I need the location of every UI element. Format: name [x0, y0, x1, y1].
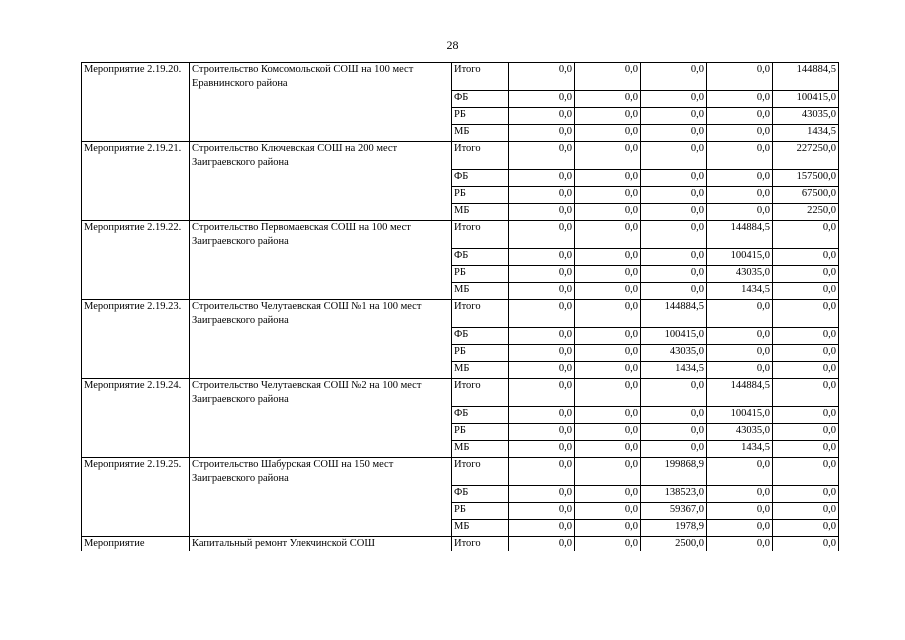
amount-cell: 0,0 [641, 249, 707, 266]
amount-cell: 0,0 [575, 362, 641, 379]
amount-cell: 0,0 [575, 249, 641, 266]
funding-source: МБ [452, 362, 509, 379]
amount-cell: 0,0 [773, 503, 839, 520]
amount-cell: 1434,5 [707, 441, 773, 458]
amount-cell: 100415,0 [641, 328, 707, 345]
measure-code: Мероприятие [82, 537, 190, 552]
amount-cell: 100415,0 [707, 249, 773, 266]
amount-cell: 0,0 [575, 221, 641, 249]
table-row-total [82, 537, 839, 552]
funding-source: РБ [452, 108, 509, 125]
measure-title: Строительство Комсомольской СОШ на 100 мест Еравнинского района [190, 63, 452, 142]
measure-code: Мероприятие 2.19.20. [82, 63, 190, 142]
amount-cell: 0,0 [707, 204, 773, 221]
funding-source: ФБ [452, 170, 509, 187]
amount-cell: 0,0 [509, 204, 575, 221]
funding-source: Итого [452, 221, 509, 249]
funding-source: МБ [452, 204, 509, 221]
table-row-total [82, 300, 839, 328]
amount-cell: 43035,0 [707, 424, 773, 441]
amount-cell: 0,0 [773, 520, 839, 537]
amount-cell: 0,0 [509, 249, 575, 266]
funding-source: ФБ [452, 91, 509, 108]
amount-cell: 0,0 [575, 520, 641, 537]
funding-source: Итого [452, 379, 509, 407]
funding-source: ФБ [452, 407, 509, 424]
amount-cell: 0,0 [641, 63, 707, 91]
amount-cell: 0,0 [707, 503, 773, 520]
funding-source: Итого [452, 63, 509, 91]
amount-cell: 0,0 [707, 63, 773, 91]
amount-cell: 1978,9 [641, 520, 707, 537]
amount-cell: 199868,9 [641, 458, 707, 486]
amount-cell: 0,0 [575, 187, 641, 204]
amount-cell: 138523,0 [641, 486, 707, 503]
amount-cell: 0,0 [575, 486, 641, 503]
amount-cell: 0,0 [707, 108, 773, 125]
funding-source: ФБ [452, 328, 509, 345]
amount-cell: 0,0 [773, 486, 839, 503]
amount-cell: 144884,5 [707, 379, 773, 407]
amount-cell: 0,0 [641, 221, 707, 249]
amount-cell: 0,0 [575, 266, 641, 283]
amount-cell: 2250,0 [773, 204, 839, 221]
amount-cell: 0,0 [575, 108, 641, 125]
amount-cell: 0,0 [641, 142, 707, 170]
measure-title: Строительство Шабурская СОШ на 150 мест Заиграевского района [190, 458, 452, 537]
amount-cell: 0,0 [773, 300, 839, 328]
amount-cell: 0,0 [509, 441, 575, 458]
funding-source: Итого [452, 458, 509, 486]
amount-cell: 0,0 [575, 300, 641, 328]
table-row-total [82, 221, 839, 249]
amount-cell: 0,0 [509, 187, 575, 204]
funding-source: РБ [452, 424, 509, 441]
amount-cell: 43035,0 [641, 345, 707, 362]
amount-cell: 0,0 [509, 328, 575, 345]
amount-cell: 43035,0 [707, 266, 773, 283]
funding-source: РБ [452, 187, 509, 204]
amount-cell: 0,0 [641, 204, 707, 221]
amount-cell: 0,0 [509, 486, 575, 503]
measure-title: Строительство Ключевская СОШ на 200 мест Заиграевского района [190, 142, 452, 221]
table-body [82, 63, 839, 552]
amount-cell: 0,0 [509, 458, 575, 486]
amount-cell: 0,0 [773, 379, 839, 407]
funding-source: РБ [452, 345, 509, 362]
amount-cell: 0,0 [509, 266, 575, 283]
amount-cell: 144884,5 [641, 300, 707, 328]
amount-cell: 0,0 [641, 424, 707, 441]
amount-cell: 0,0 [509, 424, 575, 441]
amount-cell: 0,0 [641, 379, 707, 407]
amount-cell: 0,0 [707, 125, 773, 142]
amount-cell: 0,0 [575, 91, 641, 108]
amount-cell: 0,0 [509, 170, 575, 187]
amount-cell: 0,0 [707, 91, 773, 108]
amount-cell: 0,0 [575, 125, 641, 142]
amount-cell: 0,0 [509, 379, 575, 407]
amount-cell: 0,0 [575, 379, 641, 407]
amount-cell: 0,0 [773, 458, 839, 486]
amount-cell: 0,0 [575, 328, 641, 345]
amount-cell: 0,0 [575, 424, 641, 441]
amount-cell: 0,0 [707, 170, 773, 187]
amount-cell: 0,0 [773, 328, 839, 345]
amount-cell: 0,0 [641, 125, 707, 142]
amount-cell: 0,0 [707, 187, 773, 204]
amount-cell: 1434,5 [707, 283, 773, 300]
amount-cell: 0,0 [641, 108, 707, 125]
amount-cell: 0,0 [707, 486, 773, 503]
table-row-total [82, 142, 839, 170]
amount-cell: 0,0 [575, 537, 641, 552]
amount-cell: 0,0 [641, 91, 707, 108]
amount-cell: 0,0 [773, 537, 839, 552]
amount-cell: 144884,5 [707, 221, 773, 249]
amount-cell: 227250,0 [773, 142, 839, 170]
funding-source: МБ [452, 520, 509, 537]
amount-cell: 0,0 [773, 362, 839, 379]
amount-cell: 100415,0 [773, 91, 839, 108]
funding-source: РБ [452, 503, 509, 520]
amount-cell: 0,0 [707, 362, 773, 379]
amount-cell: 43035,0 [773, 108, 839, 125]
amount-cell: 0,0 [575, 283, 641, 300]
amount-cell: 144884,5 [773, 63, 839, 91]
amount-cell: 0,0 [641, 441, 707, 458]
funding-source: РБ [452, 266, 509, 283]
table-row-total [82, 379, 839, 407]
amount-cell: 0,0 [509, 300, 575, 328]
amount-cell: 0,0 [575, 441, 641, 458]
table-row-total [82, 458, 839, 486]
funding-source: Итого [452, 537, 509, 552]
funding-source: МБ [452, 125, 509, 142]
amount-cell: 0,0 [707, 537, 773, 552]
amount-cell: 0,0 [773, 266, 839, 283]
funding-source: ФБ [452, 249, 509, 266]
amount-cell: 0,0 [707, 520, 773, 537]
amount-cell: 0,0 [509, 142, 575, 170]
page-number: 28 [446, 38, 459, 52]
amount-cell: 1434,5 [641, 362, 707, 379]
measure-code: Мероприятие 2.19.23. [82, 300, 190, 379]
amount-cell: 0,0 [509, 91, 575, 108]
amount-cell: 0,0 [641, 283, 707, 300]
amount-cell: 0,0 [509, 345, 575, 362]
amount-cell: 0,0 [509, 125, 575, 142]
amount-cell: 0,0 [707, 300, 773, 328]
amount-cell: 0,0 [773, 345, 839, 362]
amount-cell: 0,0 [509, 362, 575, 379]
amount-cell: 0,0 [707, 345, 773, 362]
amount-cell: 0,0 [509, 63, 575, 91]
amount-cell: 0,0 [707, 142, 773, 170]
measure-title: Строительство Челутаевская СОШ №1 на 100 мест Заиграевского района [190, 300, 452, 379]
amount-cell: 0,0 [773, 407, 839, 424]
amount-cell: 0,0 [509, 520, 575, 537]
amount-cell: 0,0 [575, 204, 641, 221]
amount-cell: 67500,0 [773, 187, 839, 204]
amount-cell: 0,0 [773, 424, 839, 441]
amount-cell: 0,0 [509, 407, 575, 424]
amount-cell: 0,0 [773, 221, 839, 249]
funding-source: МБ [452, 283, 509, 300]
amount-cell: 0,0 [773, 249, 839, 266]
funding-source: ФБ [452, 486, 509, 503]
amount-cell: 0,0 [773, 283, 839, 300]
amount-cell: 0,0 [707, 458, 773, 486]
measure-title: Капитальный ремонт Улекчинской СОШ [190, 537, 452, 552]
amount-cell: 0,0 [509, 503, 575, 520]
amount-cell: 0,0 [509, 221, 575, 249]
amount-cell: 0,0 [707, 328, 773, 345]
amount-cell: 1434,5 [773, 125, 839, 142]
measure-title: Строительство Первомаевская СОШ на 100 мест Заиграевского района [190, 221, 452, 300]
amount-cell: 157500,0 [773, 170, 839, 187]
measure-code: Мероприятие 2.19.22. [82, 221, 190, 300]
amount-cell: 0,0 [575, 458, 641, 486]
amount-cell: 0,0 [509, 283, 575, 300]
amount-cell: 2500,0 [641, 537, 707, 552]
amount-cell: 0,0 [773, 441, 839, 458]
funding-source: Итого [452, 300, 509, 328]
table-row-total [82, 63, 839, 91]
amount-cell: 0,0 [575, 142, 641, 170]
measure-title: Строительство Челутаевская СОШ №2 на 100 мест Заиграевского района [190, 379, 452, 458]
amount-cell: 0,0 [641, 187, 707, 204]
amount-cell: 0,0 [575, 345, 641, 362]
measure-code: Мероприятие 2.19.21. [82, 142, 190, 221]
amount-cell: 0,0 [509, 537, 575, 552]
measure-code: Мероприятие 2.19.24. [82, 379, 190, 458]
funding-source: Итого [452, 142, 509, 170]
amount-cell: 0,0 [641, 266, 707, 283]
measure-code: Мероприятие 2.19.25. [82, 458, 190, 537]
amount-cell: 0,0 [509, 108, 575, 125]
amount-cell: 100415,0 [707, 407, 773, 424]
budget-table [81, 62, 839, 551]
amount-cell: 0,0 [575, 170, 641, 187]
amount-cell: 0,0 [641, 407, 707, 424]
amount-cell: 0,0 [641, 170, 707, 187]
amount-cell: 59367,0 [641, 503, 707, 520]
amount-cell: 0,0 [575, 407, 641, 424]
amount-cell: 0,0 [575, 503, 641, 520]
amount-cell: 0,0 [575, 63, 641, 91]
funding-source: МБ [452, 441, 509, 458]
